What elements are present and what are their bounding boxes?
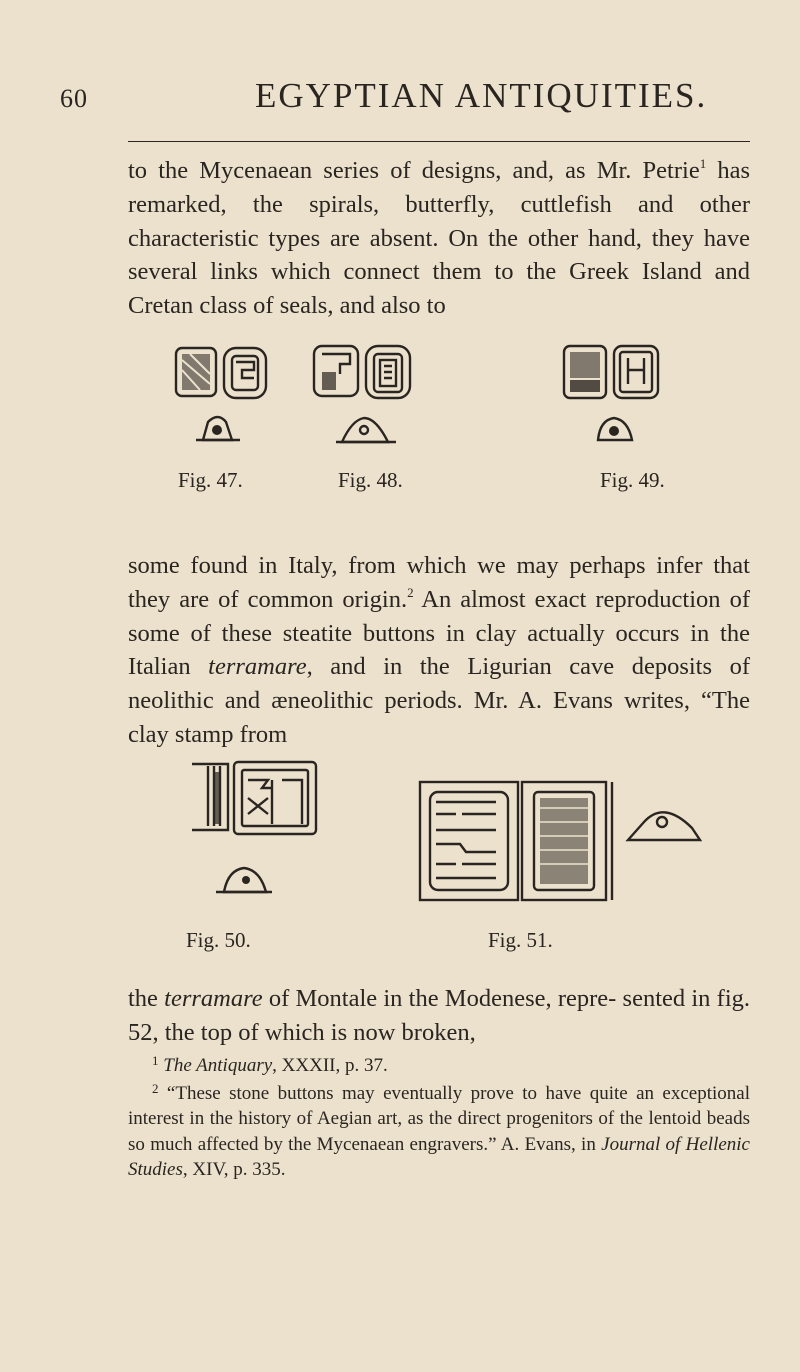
page-header bbox=[60, 76, 760, 126]
fig-48-seal-illustration bbox=[306, 340, 436, 445]
terramare-italic-2: terramare bbox=[164, 985, 263, 1012]
footnote-1 bbox=[128, 1053, 750, 1079]
fig-48-caption: Fig. 48. bbox=[338, 468, 403, 492]
footnote-2-mark: 2 bbox=[152, 1080, 159, 1096]
footnote-2-journal: Journal of Hellenic Studies bbox=[128, 1133, 750, 1181]
header-rule bbox=[128, 141, 750, 142]
footnote-1-title: The Antiquary bbox=[163, 1055, 273, 1076]
footnotes bbox=[128, 1053, 750, 1183]
fig-49-caption: Fig. 49. bbox=[600, 468, 665, 492]
footnote-ref-1: 1 bbox=[699, 156, 707, 171]
page-number: 60 bbox=[60, 84, 88, 113]
figures-50-51 bbox=[0, 758, 800, 978]
paragraph-1-text-cont: has remarked, the spirals, butterfly, cuttlefish and other characteristic types are absent. On the other hand, they have several links which connect them to the Greek Island and Cretan class of seals, and also to bbox=[128, 157, 750, 320]
footnote-2-text: “These stone buttons may eventually prove to have quite an exceptional interest in the history of Aegian art, as the direct progenitors of the lentoid beads so much affected by the Mycenaean engravers.” A. Evans, in bbox=[128, 1082, 751, 1155]
footnote-1-text: , XXXII, p. 37. bbox=[272, 1055, 388, 1076]
fig-51-seal-illustration bbox=[400, 778, 710, 908]
paragraph-1-text: to the Mycenaean series of designs, and, as Mr. Petrie bbox=[128, 157, 700, 184]
paragraph-3-text: the bbox=[128, 985, 165, 1012]
running-head: EGYPTIAN ANTIQUITIES. bbox=[255, 76, 708, 115]
paragraph-1 bbox=[128, 154, 750, 323]
figures-47-49 bbox=[0, 340, 800, 540]
fig-49-seal-illustration bbox=[558, 340, 688, 445]
paragraph-2-text: some found in Italy, from which we may perhaps infer that they are of common origin. bbox=[128, 552, 750, 613]
fig-47-caption: Fig. 47. bbox=[178, 468, 243, 492]
fig-50-caption: Fig. 50. bbox=[186, 928, 251, 952]
paragraph-2-text-end: , and in the Ligurian cave deposits of neolithic and æneolithic periods. Mr. A. Evans writes, “The clay stamp from bbox=[128, 653, 750, 748]
footnote-ref-2: 2 bbox=[407, 584, 414, 600]
footnote-1-mark: 1 bbox=[152, 1053, 159, 1068]
fig-50-seal-illustration bbox=[186, 758, 326, 898]
paragraph-2-text-cont: An almost exact reproduction of some of these steatite buttons in clay actually occurs in the Italian bbox=[128, 585, 750, 681]
footnote-2-end: , XIV, p. 335. bbox=[182, 1159, 286, 1181]
footnote-2 bbox=[128, 1081, 750, 1183]
paragraph-2 bbox=[128, 549, 750, 752]
fig-47-seal-illustration bbox=[170, 340, 300, 445]
terramare-italic: terramare bbox=[208, 653, 307, 681]
fig-51-caption: Fig. 51. bbox=[488, 928, 553, 952]
paragraph-3 bbox=[128, 982, 750, 1050]
paragraph-3-text-cont: of Montale in the Modenese, repre- sented in fig. 52, the top of which is now broken, bbox=[128, 985, 751, 1046]
